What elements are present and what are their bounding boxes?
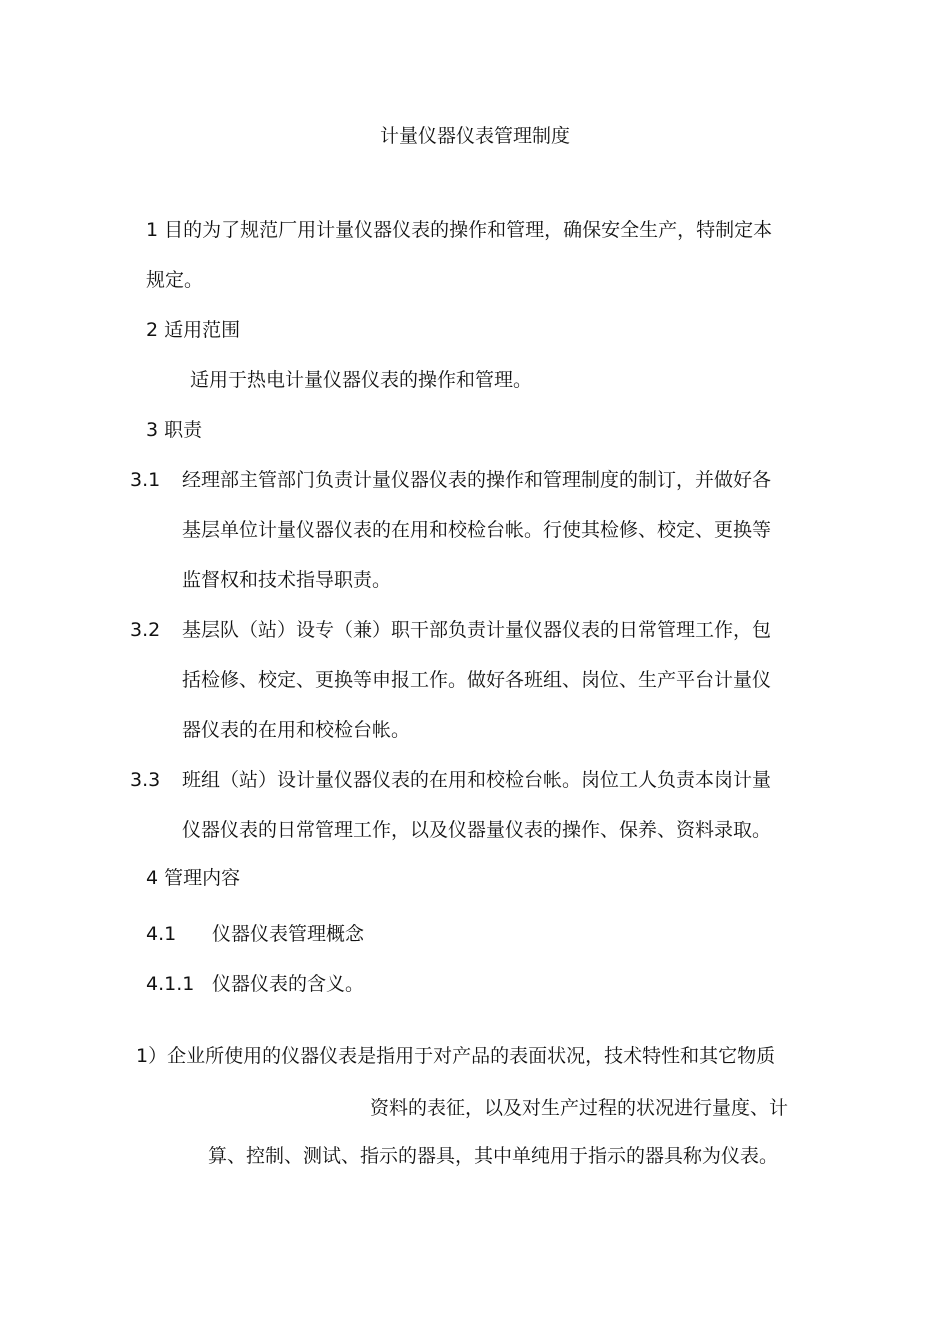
item-3-2-line-1: 基层队（站）设专（兼）职干部负责计量仪器仪表的日常管理工作，包	[182, 619, 772, 641]
document-title: 计量仪器仪表管理制度	[379, 125, 570, 147]
item-3-3-number: 3.3	[130, 769, 161, 791]
section-4-heading: 4 管理内容	[146, 867, 241, 889]
item-3-3-line-1: 班组（站）设计量仪器仪表的在用和校检台帐。岗位工人负责本岗计量	[182, 769, 772, 791]
paragraph-1-line-2: 资料的表征，以及对生产过程的状况进行量度、计	[370, 1097, 789, 1119]
subsection-4-1-1-number: 4.1.1	[146, 973, 195, 995]
section-1-line-2: 规定。	[146, 269, 204, 291]
section-2-heading: 2 适用范围	[146, 319, 241, 341]
subsection-4-1-number: 4.1	[146, 923, 177, 945]
section-2-body: 适用于热电计量仪器仪表的操作和管理。	[190, 369, 533, 391]
subsection-4-1-title: 仪器仪表管理概念	[212, 923, 365, 945]
paragraph-1-line-3: 算、控制、测试、指示的器具，其中单纯用于指示的器具称为仪表。	[208, 1145, 779, 1167]
item-3-2-number: 3.2	[130, 619, 161, 641]
item-3-2-line-3: 器仪表的在用和校检台帐。	[182, 719, 411, 741]
item-3-1-line-3: 监督权和技术指导职责。	[182, 569, 392, 591]
section-1-line-1: 1 目的为了规范厂用计量仪器仪表的操作和管理，确保安全生产，特制定本	[146, 219, 773, 241]
item-3-2-line-2: 括检修、校定、更换等申报工作。做好各班组、岗位、生产平台计量仪	[182, 669, 772, 691]
subsection-4-1-1-title: 仪器仪表的含义。	[212, 973, 365, 995]
paragraph-1-line-1: 1）企业所使用的仪器仪表是指用于对产品的表面状况，技术特性和其它物质	[136, 1045, 776, 1067]
item-3-1-number: 3.1	[130, 469, 161, 491]
section-3-heading: 3 职责	[146, 419, 203, 441]
item-3-3-line-2: 仪器仪表的日常管理工作，以及仪器量仪表的操作、保养、资料录取。	[182, 819, 772, 841]
item-3-1-line-1: 经理部主管部门负责计量仪器仪表的操作和管理制度的制订，并做好各	[182, 469, 772, 491]
item-3-1-line-2: 基层单位计量仪器仪表的在用和校检台帐。行使其检修、校定、更换等	[182, 519, 772, 541]
